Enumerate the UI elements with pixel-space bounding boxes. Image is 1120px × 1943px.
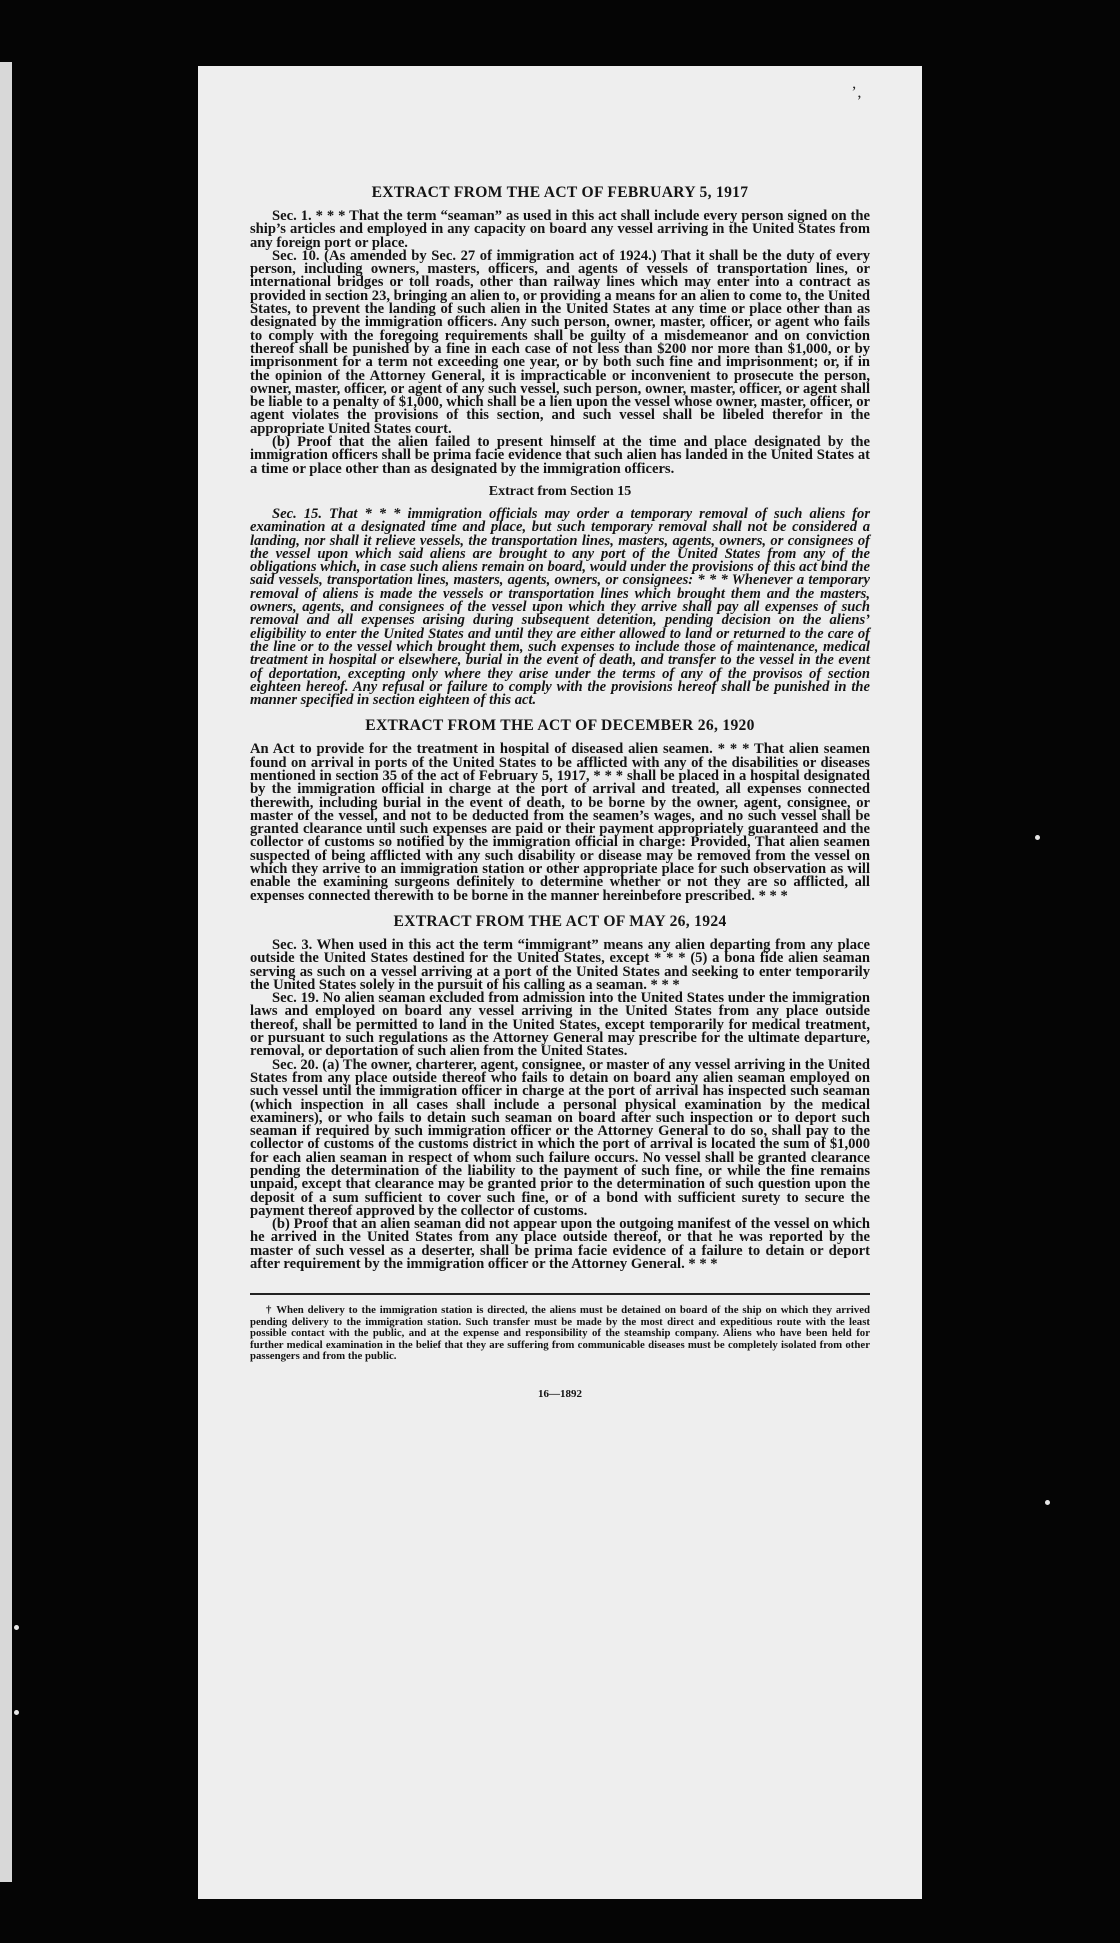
footnote: † When delivery to the immigration station is directed, the aliens must be detained on board of the ship on which they arrived pending delivery to the immigration station. Such transfer must be made by the most direct and expeditious route with the least possible contact with the public, and at the expense and responsibility of the steamship company. Aliens who have been held for further medical examination in the belief that they are suffering from communicable diseases must be completely isolated from other passengers and from the public.	[250, 1304, 870, 1362]
speck	[14, 1625, 19, 1630]
paragraph-sec-15: Sec. 15. That * * * immigration officials may order a temporary removal of such aliens for examination at a designated time and place, but such temporary removal shall not be considered a landing, nor shall it relieve vessels, the transportation lines, masters, agents, owners, or consignees of the vessel upon which said aliens are brought to any port of the United States from any of the obligations which, in case such aliens remain on board, would under the provisions of this act bind the said vessels, transportation lines, masters, agents, owners, or consignees: * * * Whenever a temporary removal of aliens is made the vessels or transportation lines which brought them and the masters, owners, agents, and consignees of the vessel upon which they arrive shall pay all expenses of such removal and all expenses arising during subsequent detention, pending decision on the aliens’ eligibility to enter the United States and until they are either allowed to land or returned to the care of the line or to the vessel which brought them, such expenses to include those of maintenance, medical treatment in hospital or elsewhere, burial in the event of death, and transfer to the vessel in the event of deportation, excepting only where they arise under the terms of any of the provisos of section eighteen hereof. Any refusal or failure to comply with the provisions hereof shall be punished in the manner specified in section eighteen of this act.	[250, 505, 870, 709]
speck	[1035, 835, 1040, 840]
heading-act-1917: EXTRACT FROM THE ACT OF FEBRUARY 5, 1917	[371, 184, 749, 201]
heading-act-1920: EXTRACT FROM THE ACT OF DECEMBER 26, 1920	[365, 717, 755, 735]
paragraph-sec-1: Sec. 1. * * * That the term “seaman” as used in this act shall include every person signed on the ship’s articles and employed in any capacity on board any vessel arriving in the United States from any foreign port or place.	[250, 208, 870, 251]
paragraph-sec-10-b: (b) Proof that the alien failed to present himself at the time and place designated by the immigration officers shall be prima facie evidence that such alien has landed in the United States at a time or place other than as designated by the immigration officers.	[250, 434, 870, 477]
paragraph-sec-20-b: (b) Proof that an alien seaman did not appear upon the outgoing manifest of the vessel on which he arrived in the United States from any place outside thereof, or that he was reported by the master of such vessel as a deserter, shall be prima facie evidence of a failure to detain or deport after requirement by the immigration officer or the Attorney General. * * *	[250, 1216, 870, 1273]
footnote-divider	[250, 1293, 870, 1295]
paragraph-sec-20-a: Sec. 20. (a) The owner, charterer, agent, consignee, or master of any vessel arriving in the United States from any place outside thereof who fails to detain on board any alien seaman employed on such vessel until the immigration officer in charge at the port of arrival has inspected such seaman (which inspection in all cases shall include a personal physical examination by the medical examiners), or who fails to detain such seaman on board after such inspection or to deport such seaman if required by such immigration officer or the Attorney General to do so, shall pay to the collector of customs of the customs district in which the port of arrival is located the sum of $1,000 for each alien seaman in respect of whom such failure occurs. No vessel shall be granted clearance pending the determination of the liability to the payment of such fine, or while the fine remains unpaid, except that clearance may be granted prior to the determination of such question upon the deposit of a sum sufficient to cover such fine, or of a bond with sufficient surety to secure the payment thereof approved by the collector of customs.	[250, 1056, 870, 1219]
speck	[14, 1710, 19, 1715]
left-edge-strip	[0, 62, 12, 1882]
paragraph-sec-3: Sec. 3. When used in this act the term “immigrant” means any alien departing from any place outside the United States destined for the United States, except * * * (5) a bona fide alien seaman serving as such on a vessel arriving at a port of the United States and seeking to enter temporarily the United States solely in the pursuit of his calling as a seaman. * * *	[250, 936, 870, 993]
speck	[1045, 1500, 1050, 1505]
paragraph-sec-10: Sec. 10. (As amended by Sec. 27 of immigration act of 1924.) That it shall be the duty of every person, including owners, masters, officers, and agents of vessels of transportation lines, or international bridges or toll roads, other than railway lines which may enter into a contract as provided in section 23, bringing an alien to, or providing a means for an alien to come to, the United States, to prevent the landing of such alien in the United States at any time or place other than as designated by the immigration officers. Any such person, owner, master, officer, or agent who fails to comply with the foregoing requirements shall be guilty of a misdemeanor and on conviction thereof shall be punished by a fine in each case of not less than $200 nor more than $1,000, or by imprisonment for a term not exceeding one year, or by both such fine and imprisonment; or, if in the opinion of the Attorney General, it is impracticable or inconvenient to prosecute the person, owner, master, officer, or agent of any such vessel, such person, owner, master, officer, or agent shall be liable to a penalty of $1,000, which shall be a lien upon the vessel whose owner, master, officer, or agent violates the provisions of this section, and such vessel shall be libeled therefor in the appropriate United States court.	[250, 247, 870, 437]
form-code: 16—1892	[538, 1388, 582, 1401]
page-mark: ʼ‚	[851, 84, 862, 101]
document-page	[198, 66, 922, 1899]
paragraph-act-1920: An Act to provide for the treatment in hospital of diseased alien seamen. * * * That alien seamen found on arrival in ports of the United States to be afflicted with any of the disabilities or diseases mentioned in section 35 of the act of February 5, 1917, * * * shall be placed in a hospital designated by the immigration official in charge at the port of arrival and treated, all expenses connected therewith, including burial in the event of death, to be borne by the owner, agent, consignee, or master of the vessel, and not to be deducted from the seamen’s wages, and no such vessel shall be granted clearance until such expenses are paid or their payment appropriately guaranteed and the collector of customs so notified by the immigration official in charge: Provided, That alien seamen suspected of being afflicted with any such disability or disease may be removed from the vessel on which they arrive to an immigration station or other appropriate place for such observation as will enable the examining surgeons definitely to determine whether or not they are so afflicted, all expenses connected therewith to be borne in the manner hereinbefore prescribed. * * *	[250, 741, 870, 904]
paragraph-sec-19: Sec. 19. No alien seaman excluded from admission into the United States under the immigration laws and employed on board any vessel arriving in the United States from any place outside thereof, shall be permitted to land in the United States, except temporarily for medical treatment, or pursuant to such regulations as the Attorney General may prescribe for the ultimate departure, removal, or deportation of such alien from the United States.	[250, 990, 870, 1060]
heading-section-15: Extract from Section 15	[488, 483, 632, 499]
heading-act-1924: EXTRACT FROM THE ACT OF MAY 26, 1924	[393, 912, 727, 930]
